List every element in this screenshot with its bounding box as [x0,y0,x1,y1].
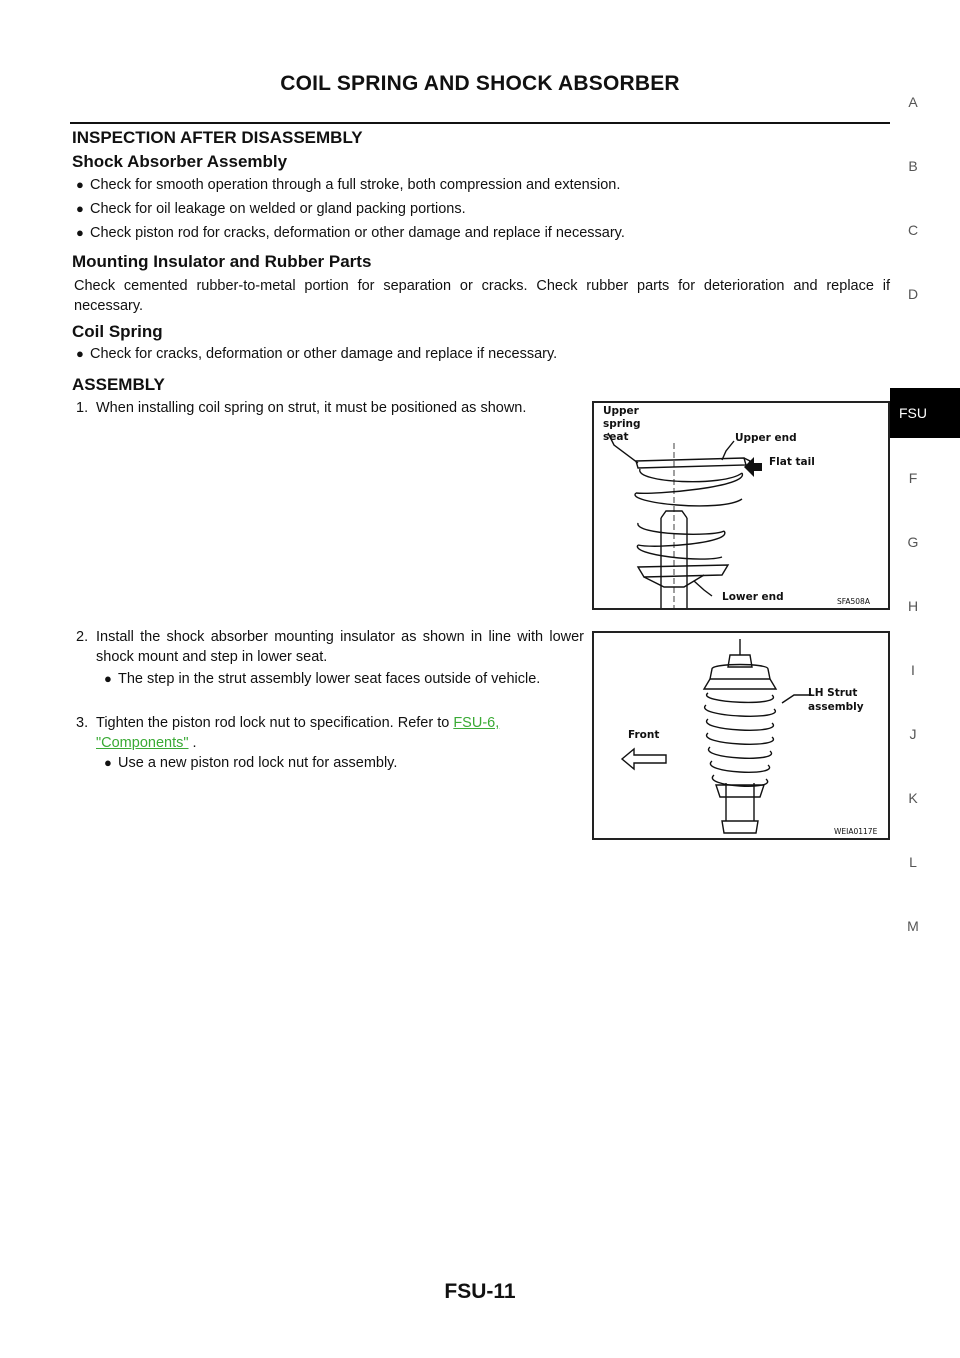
index-letter-b[interactable]: B [908,158,918,174]
step-text: Install the shock absorber mounting insulator as shown in line with lower shock mount and step in lower seat. [96,629,584,665]
bullet-icon: ● [104,755,112,770]
index-letter-j[interactable]: J [909,726,917,742]
step-text-tail: . [188,735,197,751]
index-letter-k[interactable]: K [908,790,918,806]
index-letter-h[interactable]: H [907,598,919,614]
bullet-icon: ● [76,177,84,192]
header-divider [70,122,890,124]
step-text: Tighten the piston rod lock nut to specification. Refer to [96,715,454,731]
label-upper-spring-seat-line2: spring [603,418,641,430]
list-item: ● Check for smooth operation through a full stroke, both compression and extension. [76,177,621,193]
section-index [890,0,960,1358]
index-letter-d[interactable]: D [907,286,919,302]
index-letter-l[interactable]: L [909,854,917,870]
subheading-coil-spring: Coil Spring [72,322,163,341]
assembly-step-1 [76,398,584,418]
bullet-icon: ● [76,346,84,361]
step-number: 1. [76,400,89,416]
page-title: COIL SPRING AND SHOCK ABSORBER [280,72,680,95]
label-upper-spring-seat-line3: seat [603,431,629,443]
bullet-icon: ● [104,671,112,686]
figure-code: SFA508A [837,597,870,606]
section-heading-assembly: ASSEMBLY [72,375,165,394]
label-upper-end: Upper end [735,432,797,444]
index-tab-fsu[interactable]: FSU [890,388,960,438]
index-letter-i[interactable]: I [911,662,915,678]
list-item: ● Use a new piston rod lock nut for assembly. [104,755,398,771]
subheading-mounting-insulator: Mounting Insulator and Rubber Parts [72,252,372,271]
fsu-6-link[interactable]: FSU-6, [453,715,500,731]
label-lh-strut-line1: LH Strut [808,687,858,699]
step-text: When installing coil spring on strut, it must be positioned as shown. [96,400,527,416]
list-item: ● Check for oil leakage on welded or gland packing portions. [76,201,466,217]
strut-assembly-figure [592,631,890,840]
insulator-paragraph: Check cemented rubber-to-metal portion for separation or cracks. Check rubber parts for deterioration and replace if necessary. [74,278,890,314]
label-lh-strut-line2: assembly [808,701,864,713]
label-upper-spring-seat-line1: Upper [603,405,639,417]
label-flat-tail: Flat tail [769,456,815,468]
figure-code: WEIA0117E [834,827,878,836]
step-number: 3. [76,715,89,731]
index-letter-f[interactable]: F [908,470,918,486]
assembly-step-2 [76,627,584,667]
label-lower-end: Lower end [722,591,784,603]
page-number: FSU-11 [444,1280,516,1303]
components-link[interactable]: "Components" [96,735,189,751]
section-heading-inspection: INSPECTION AFTER DISASSEMBLY [72,128,363,147]
bullet-icon: ● [76,225,84,240]
list-item: ● The step in the strut assembly lower seat faces outside of vehicle. [104,671,541,687]
index-letter-m[interactable]: M [907,918,919,934]
assembly-step-3 [76,713,584,753]
list-item: ● Check for cracks, deformation or other damage and replace if necessary. [76,346,558,362]
index-letter-g[interactable]: G [907,534,919,550]
index-letter-a[interactable]: A [908,94,918,110]
step-number: 2. [76,629,89,645]
label-front: Front [628,729,660,741]
index-letter-c[interactable]: C [907,222,919,238]
subheading-shock-absorber: Shock Absorber Assembly [72,152,288,171]
coil-spring-figure [592,401,890,610]
list-item: ● Check piston rod for cracks, deformation or other damage and replace if necessary. [76,225,625,241]
bullet-icon: ● [76,201,84,216]
